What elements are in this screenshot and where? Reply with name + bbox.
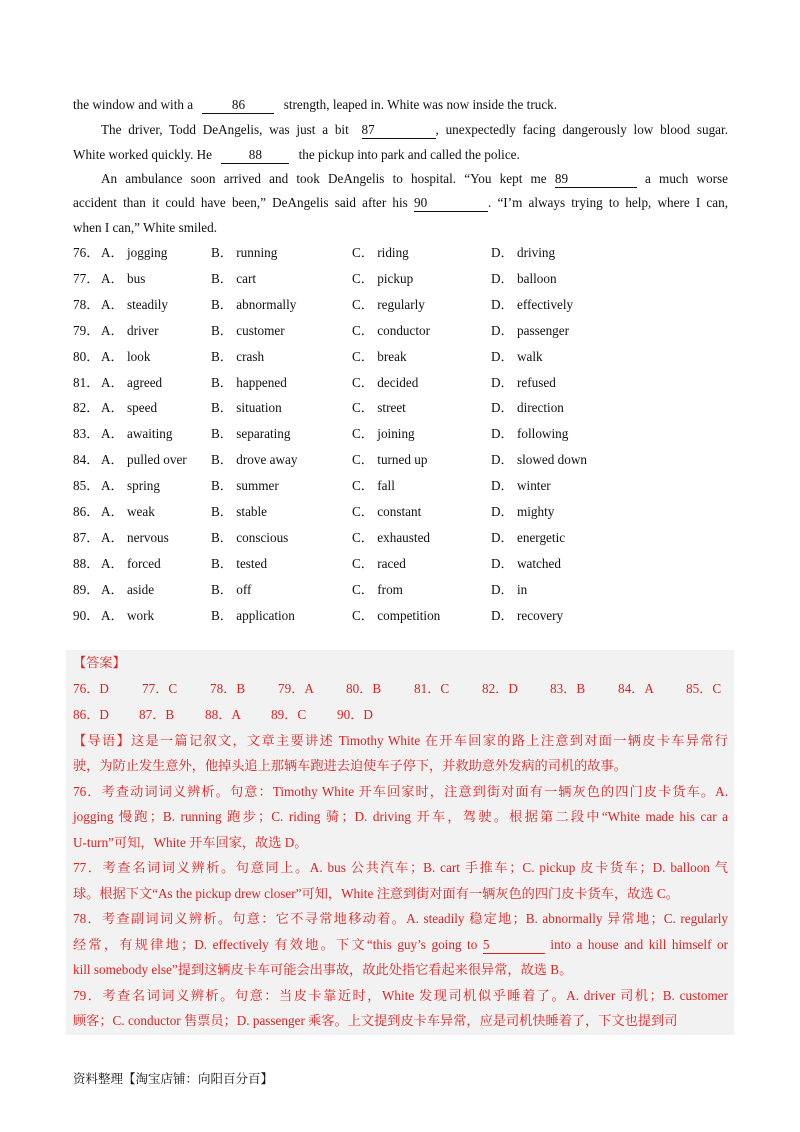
answer-row-1 [73,680,728,698]
answer-key: 85．C [686,681,722,696]
question-number: 80． [73,348,100,364]
blank-87: 87 [362,122,436,139]
option-d: D． following [491,426,569,442]
question-number: 77． [73,270,100,286]
passage-text: strength, leaped in. White was now inside the truck. [283,97,558,112]
answer-key: 84．A [618,681,654,696]
guide-line-2: 驶，为防止发生意外，他掉头追上那辆车跑进去迫使车子停下，并救助意外发病的司机的故事。 [73,758,627,773]
option-a: A． driver [101,322,159,338]
question-number: 87． [73,529,100,545]
option-d: D． walk [491,348,543,364]
answer-row-2 [73,706,728,724]
option-b: B． separating [211,426,291,442]
option-c: C． pickup [352,270,414,286]
option-b: B． abnormally [211,296,297,312]
option-d: D． slowed down [491,452,587,468]
answer-key: 80．B [346,681,382,696]
option-c: C． joining [352,426,415,442]
option-b: B． drove away [211,452,298,468]
explanation-76-line-2: jogging 慢跑；B. running 跑步；C. riding 骑；D. driving 开车，驾驶。根据第二段中“White made his car a [73,809,728,824]
option-b: B． cart [211,270,257,286]
option-c: C． exhausted [352,529,431,545]
passage-text: a much worse [645,171,729,186]
option-d: D． winter [491,478,551,494]
option-c: C． decided [352,374,419,390]
answer-key: 79．A [278,681,314,696]
passage-line-5 [73,194,728,212]
answer-key: 86．D [73,707,109,722]
option-d: D． driving [491,245,556,260]
option-c: C． riding [352,245,409,260]
option-a: A． awaiting [101,426,173,442]
question-number: 82． [73,400,100,416]
option-c: C． break [352,348,407,364]
answer-key: 82．D [482,681,518,696]
option-d: D． direction [491,400,564,416]
option-a: A． aside [101,581,155,597]
option-a: A． spring [101,478,160,494]
question-number: 86． [73,504,100,519]
answer-key: 89．C [271,707,307,722]
option-d: D． energetic [491,529,566,545]
explanation-78-line-2 [73,936,728,954]
option-b: B． summer [211,478,279,494]
answer-key: 83．B [550,681,586,696]
option-b: B． customer [211,322,285,338]
answer-key: 78．B [210,681,246,696]
passage-text: The driver, Todd DeAngelis, was just a bit [101,122,349,137]
option-b: B． application [211,607,295,623]
passage-line-6 [73,219,728,237]
option-a: A． nervous [101,529,169,545]
passage-text: , unexpectedly facing dangerously low blood sugar. [435,122,728,137]
option-d: D． recovery [491,607,564,623]
option-b: B． crash [211,348,265,364]
explanation-78-line-1: 78．考查副词词义辨析。句意：它不寻常地移动着。A. steadily 稳定地；B. abnormally 异常地；C. regularly [73,911,728,926]
explanation-text: into a house and kill himself or [550,937,728,952]
option-c: C． regularly [352,296,425,312]
option-a: A． bus [101,270,146,286]
option-b: B． stable [211,504,268,519]
option-c: C． turned up [352,452,428,468]
option-c: C． competition [352,607,441,623]
option-a: A． forced [101,555,161,571]
passage-line-1 [73,96,728,114]
passage-text: . “I’m always trying to help, where I can, [487,195,729,210]
question-number: 84． [73,452,100,468]
passage-text: White worked quickly. He [73,147,213,162]
option-a: A． jogging [101,245,168,260]
blank-86: 86 [202,97,274,114]
option-b: B． off [211,581,252,597]
option-d: D． refused [491,374,556,390]
question-number: 88． [73,555,100,571]
option-c: C． from [352,581,403,597]
passage-text: the window and with a [73,97,194,112]
option-b: B． tested [211,555,268,571]
passage-line-3 [73,146,728,164]
option-d: D． in [491,581,528,597]
option-a: A． work [101,607,155,623]
passage-text: accident than it could have been,” DeAngelis said after his [73,195,408,210]
answer-key: 77．C [142,681,178,696]
option-c: C． constant [352,504,422,519]
option-c: C． conductor [352,322,431,338]
explanation-76-line-1: 76．考查动词词义辨析。句意：Timothy White 开车回家时，注意到街对面有一辆灰色的四门皮卡货车。A. [73,784,728,799]
explanation-79-line-2: 顾客；C. conductor 售票员；D. passenger 乘客。上文提到皮卡车异常，应是司机快睡着了，下文也提到司 [73,1013,678,1028]
question-number: 89． [73,581,100,597]
option-b: B． happened [211,374,287,390]
question-number: 78． [73,296,100,312]
passage-text: An ambulance soon arrived and took DeAngelis to hospital. “You kept me [101,171,547,186]
explanation-76-line-3: U-turn”可知，White 开车回家，故选 D。 [73,835,308,850]
answer-key: 88．A [205,707,241,722]
question-number: 83． [73,426,100,442]
explanation-79-line-1: 79．考查名词词义辨析。句意：当皮卡靠近时，White 发现司机似乎睡着了。A. driver 司机；B. customer [73,988,728,1003]
option-d: D． mighty [491,504,555,519]
question-number: 76． [73,245,100,260]
option-d: D． effectively [491,296,574,312]
option-a: A． agreed [101,374,163,390]
option-b: B． situation [211,400,282,416]
option-b: B． running [211,245,278,260]
option-c: C． street [352,400,406,416]
option-d: D． balloon [491,270,557,286]
answer-header: 【答案】 [73,656,126,671]
explanation-78-line-3: kill somebody else”提到这辆皮卡车可能会出事故，故此处指它看起来很异常，故选 B。 [73,962,573,977]
question-number: 85． [73,478,100,494]
option-d: D． passenger [491,322,570,338]
answer-key: 76．D [73,681,109,696]
explanation-text: 经常，有规律地；D. effectively 有效地。下文“this guy’s going to [73,937,478,952]
answer-key: 81．C [414,681,450,696]
blank-88: 88 [221,147,289,164]
blank-89: 89 [555,171,637,188]
option-d: D． watched [491,555,561,571]
option-a: A． pulled over [101,452,187,468]
passage-text: when I can,” White smiled. [73,220,218,235]
passage-line-4 [101,170,728,188]
footer-source: 资料整理【淘宝店铺：向阳百分百】 [73,1071,274,1086]
question-number: 81． [73,374,100,390]
passage-line-2 [101,121,728,139]
passage-text: the pickup into park and called the police. [298,147,520,162]
option-c: C． fall [352,478,395,494]
guide-line-1: 【导语】这是一篇记叙文，文章主要讲述 Timothy White 在开车回家的路上注意到对面一辆皮卡车异常行 [73,733,728,748]
answer-key: 90．D [337,707,373,722]
option-a: A． weak [101,504,155,519]
option-c: C． raced [352,555,406,571]
option-a: A． speed [101,400,158,416]
option-a: A． steadily [101,296,169,312]
answer-key: 87．B [139,707,175,722]
blank-5: 5 [483,937,545,954]
question-number: 79． [73,322,100,338]
explanation-77-line-1: 77．考查名词词义辨析。句意同上。A. bus 公共汽车；B. cart 手推车；C. pickup 皮卡货车；D. balloon 气 [73,860,728,875]
question-number: 90． [73,607,100,623]
option-a: A． look [101,348,151,364]
option-b: B． conscious [211,529,289,545]
explanation-77-line-2: 球。根据下文“As the pickup drew closer”可知，White 注意到街对面有一辆灰色的四门皮卡货车，故选 C。 [73,886,679,901]
blank-90: 90 [414,195,488,212]
